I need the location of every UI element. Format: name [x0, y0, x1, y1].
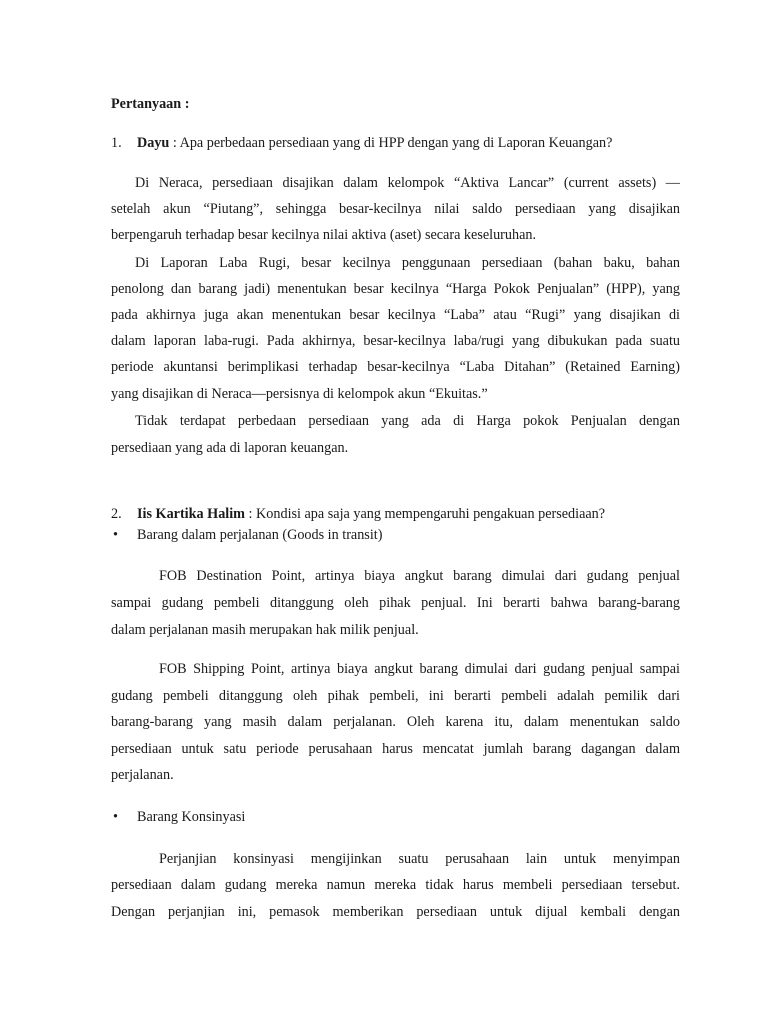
q1-p3-line: persediaan yang ada di laporan keuangan. [111, 440, 349, 456]
section-heading: Pertanyaan : [111, 96, 190, 112]
bullet-icon: • [113, 527, 118, 543]
question-2-number: 2. [111, 506, 122, 522]
q2-p1-line: dalam perjalanan masih merupakan hak milik penjual. [111, 622, 419, 638]
q2-p3-line: Dengan perjanjian ini, pemasok memberikan persediaan untuk dijual kembali dengan [111, 904, 680, 920]
q2-p3-line: persediaan dalam gudang mereka namun mereka tidak harus membeli persediaan tersebut. [111, 877, 680, 893]
q2-p3-line: Perjanjian konsinyasi mengijinkan suatu perusahaan lain untuk menyimpan [159, 851, 680, 867]
q1-p2-line: Di Laporan Laba Rugi, besar kecilnya penggunaan persediaan (bahan baku, bahan [135, 255, 680, 271]
question-1-number: 1. [111, 135, 122, 151]
question-1-asker: Dayu [137, 135, 170, 151]
q2-p2-line: perjalanan. [111, 767, 174, 783]
q2-p2-line: gudang pembeli ditanggung oleh pihak pembeli, ini berarti pembeli adalah pemilik dari [111, 688, 680, 704]
bullet-item-consignment: Barang Konsinyasi [137, 809, 246, 825]
bullet-icon: • [113, 809, 118, 825]
question-2-asker: Iis Kartika Halim [137, 506, 245, 522]
q2-p1-line: sampai gudang pembeli ditanggung oleh pihak penjual. Ini berarti bahwa barang-barang [111, 595, 680, 611]
q1-p2-line: dalam laporan laba-rugi. Pada akhirnya, besar-kecilnya laba/rugi yang dibukukan pada suatu [111, 333, 680, 349]
q1-p2-line: penolong dan barang jadi) menentukan besar kecilnya “Harga Pokok Penjualan” (HPP), yang [111, 281, 680, 297]
question-2 [137, 505, 605, 523]
q1-p1-line: Di Neraca, persediaan disajikan dalam kelompok “Aktiva Lancar” (current assets) — [135, 175, 680, 191]
q1-p3-line: Tidak terdapat perbedaan persediaan yang ada di Harga pokok Penjualan dengan [135, 413, 680, 429]
question-1-text: : Apa perbedaan persediaan yang di HPP dengan yang di Laporan Keuangan? [169, 135, 613, 151]
bullet-item-goods-in-transit: Barang dalam perjalanan (Goods in transit) [137, 527, 383, 543]
q1-p2-line: periode akuntansi berimplikasi terhadap besar-kecilnya “Laba Ditahan” (Retained Earning) [111, 359, 680, 375]
q1-p2-line: yang disajikan di Neraca—persisnya di kelompok akun “Ekuitas.” [111, 386, 488, 402]
question-2-text: : Kondisi apa saja yang mempengaruhi pengakuan persediaan? [245, 506, 606, 522]
q1-p2-line: pada akhirnya juga akan menentukan besar kecilnya “Laba” atau “Rugi” yang disajikan di [111, 307, 680, 323]
q1-p1-line: berpengaruh terhadap besar kecilnya nilai aktiva (aset) secara keseluruhan. [111, 227, 537, 243]
q2-p2-line: FOB Shipping Point, artinya biaya angkut barang dimulai dari gudang penjual sampai [159, 661, 680, 677]
q1-p1-line: setelah akun “Piutang”, sehingga besar-kecilnya nilai saldo persediaan yang disajikan [111, 201, 680, 217]
q2-p2-line: persediaan untuk satu periode perusahaan harus mencatat jumlah barang dagangan dalam [111, 741, 680, 757]
q2-p1-line: FOB Destination Point, artinya biaya angkut barang dimulai dari gudang penjual [159, 568, 680, 584]
question-1 [137, 134, 612, 152]
q2-p2-line: barang-barang yang masih dalam perjalanan. Oleh karena itu, dalam menentukan saldo [111, 714, 680, 730]
